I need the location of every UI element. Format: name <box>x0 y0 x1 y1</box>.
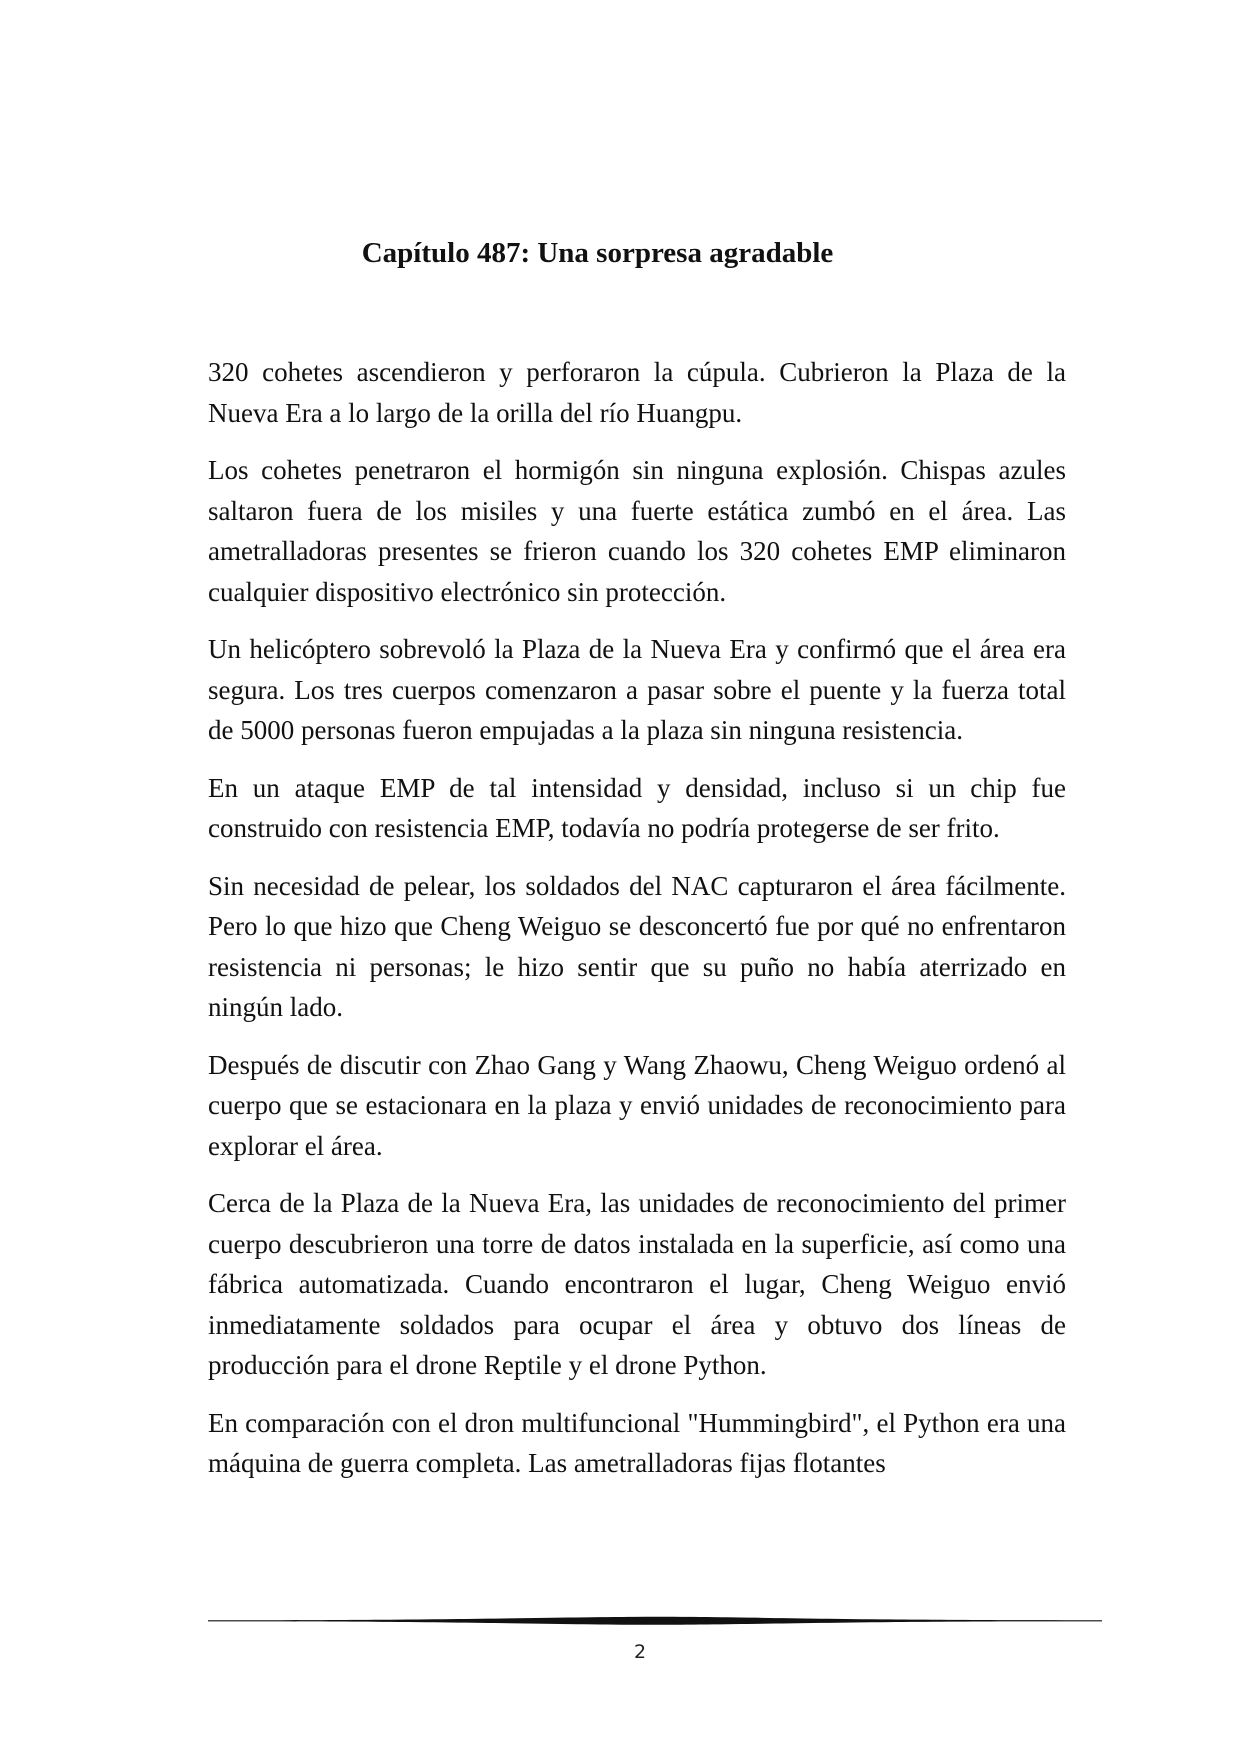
paragraph: En un ataque EMP de tal intensidad y densidad, incluso si un chip fue construido con resistencia EMP, todavía no podría protegerse de ser frito. <box>208 772 1066 843</box>
page-number: 2 <box>633 1641 647 1663</box>
paragraph: En comparación con el dron multifuncional "Hummingbird", el Python era una máquina de guerra completa. Las ametralladoras fijas flotantes <box>208 1407 1066 1478</box>
paragraph: Un helicóptero sobrevoló la Plaza de la Nueva Era y confirmó que el área era segura. Los tres cuerpos comenzaron a pasar sobre el puente y la fuerza total de 5000 personas fueron empujadas a la plaza sin ninguna resistencia. <box>208 634 1066 745</box>
paragraph: Los cohetes penetraron el hormigón sin ninguna explosión. Chispas azules saltaron fuera de los misiles y una fuerte estática zumbó en el área. Las ametralladoras presentes se frieron cuando los 320 cohetes EMP eliminaron cualquier dispositivo electrónico sin protección. <box>208 455 1066 607</box>
paragraph: Después de discutir con Zhao Gang y Wang Zhaowu, Cheng Weiguo ordenó al cuerpo que se estacionara en la plaza y envió unidades de reconocimiento para explorar el área. <box>208 1049 1066 1161</box>
paragraph: Sin necesidad de pelear, los soldados del NAC capturaron el área fácilmente. Pero lo que hizo que Cheng Weiguo se desconcertó fue por qué no enfrentaron resistencia ni personas; le hizo sentir que su puño no había aterrizado en ningún lado. <box>208 870 1066 1022</box>
footer-divider <box>208 1615 1102 1627</box>
paragraph: Cerca de la Plaza de la Nueva Era, las unidades de reconocimiento del primer cuerpo descubrieron una torre de datos instalada en la superficie, así como una fábrica automatizada. Cuando encontraron el lugar, Cheng Weiguo envió inmediatamente soldados para ocupar el área y obtuvo dos líneas de producción para el drone Reptile y el drone Python. <box>208 1188 1066 1380</box>
chapter-title: Capítulo 487: Una sorpresa agradable <box>361 237 834 269</box>
paragraph: 320 cohetes ascendieron y perforaron la cúpula. Cubrieron la Plaza de la Nueva Era a lo largo de la orilla del río Huangpu. <box>208 357 1066 428</box>
body-text <box>208 352 1066 1484</box>
